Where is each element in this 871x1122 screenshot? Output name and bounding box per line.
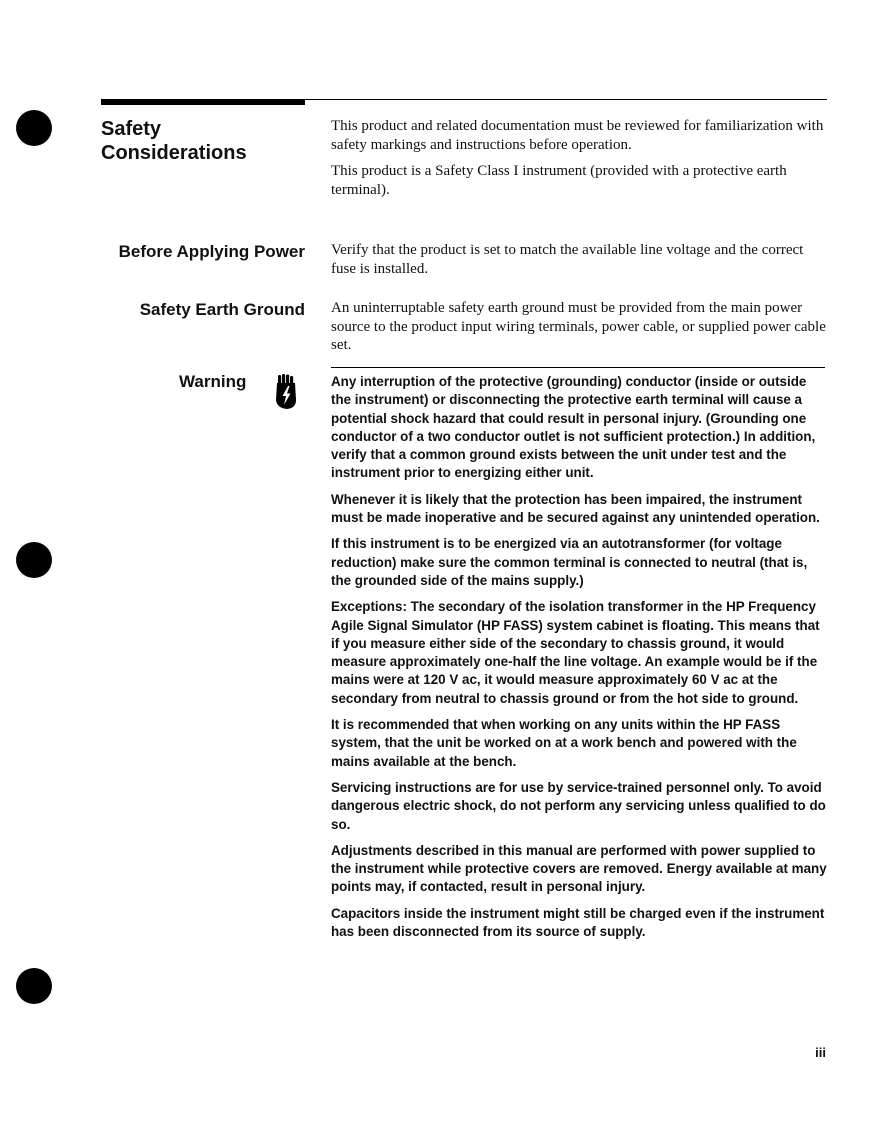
warning-paragraph: Adjustments described in this manual are performed with power supplied to the instrument while protective covers are removed. Energy available at many points may, if contacted, result in personal injury. bbox=[331, 842, 827, 895]
binder-hole-middle bbox=[16, 542, 52, 578]
warning-paragraph: Exceptions: The secondary of the isolation transformer in the HP Frequency Agile Signal Simulator (HP FASS) system cabinet is floating. This means that if you measure either side of the secondary to chassis ground, it would measure approximately one-half the line voltage. An example would be if the mains were at 120 V ac, it would measure approximately 60 V ac at the secondary from neutral to chassis ground or from the hot side to ground. bbox=[331, 599, 820, 706]
intro-paragraph: This product is a Safety Class I instrument (provided with a protective earth terminal). bbox=[331, 163, 787, 198]
warning-body bbox=[331, 373, 827, 949]
warning-paragraph: Capacitors inside the instrument might still be charged even if the instrument has been disconnected from its source of supply. bbox=[331, 905, 825, 940]
page-number: iii bbox=[815, 1045, 826, 1060]
binder-hole-top bbox=[16, 110, 52, 146]
earth-ground-paragraph: An uninterruptable safety earth ground must be provided from the main power source to the product input wiring terminals, power cable, or supplied power cable set. bbox=[331, 300, 826, 353]
warning-heading: Warning bbox=[179, 372, 247, 391]
section-title: Safety Considerations bbox=[101, 118, 247, 164]
warning-paragraph: Any interruption of the protective (grounding) conductor (inside or outside the instrument) or disconnecting the protective earth terminal will cause a potential shock hazard that could result in personal injury. (Grounding one conductor of a two conductor outlet is not sufficient protection.) In addition, verify that a common ground exists between the unit under test and the instrument prior to energizing either unit. bbox=[331, 374, 816, 481]
earth-ground-heading: Safety Earth Ground bbox=[139, 300, 305, 319]
hand-warning-icon bbox=[273, 374, 299, 410]
earth-ground-text bbox=[331, 299, 827, 363]
before-power-text bbox=[331, 241, 827, 286]
warning-rule bbox=[331, 367, 825, 368]
intro-paragraph: This product and related documentation must be reviewed for familiarization with safety markings and instructions before operation. bbox=[331, 118, 824, 153]
intro-text bbox=[331, 117, 827, 207]
before-power-paragraph: Verify that the product is set to match the available line voltage and the correct fuse is installed. bbox=[331, 242, 804, 277]
warning-paragraph: If this instrument is to be energized via an autotransformer (for voltage reduction) make sure the common terminal is connected to neutral (that is, the grounded side of the mains supply.) bbox=[331, 536, 808, 588]
before-power-heading: Before Applying Power bbox=[118, 242, 305, 261]
section-rule-thick bbox=[101, 99, 305, 105]
binder-hole-bottom bbox=[16, 968, 52, 1004]
warning-paragraph: Servicing instructions are for use by service-trained personnel only. To avoid dangerous electric shock, do not perform any servicing unless qualified to do so. bbox=[331, 779, 826, 832]
warning-paragraph: Whenever it is likely that the protection has been impaired, the instrument must be made inoperative and be secured against any unintended operation. bbox=[331, 491, 820, 526]
warning-paragraph: It is recommended that when working on any units within the HP FASS system, that the unit be worked on at a work bench and powered with the mains available at the bench. bbox=[331, 717, 797, 769]
